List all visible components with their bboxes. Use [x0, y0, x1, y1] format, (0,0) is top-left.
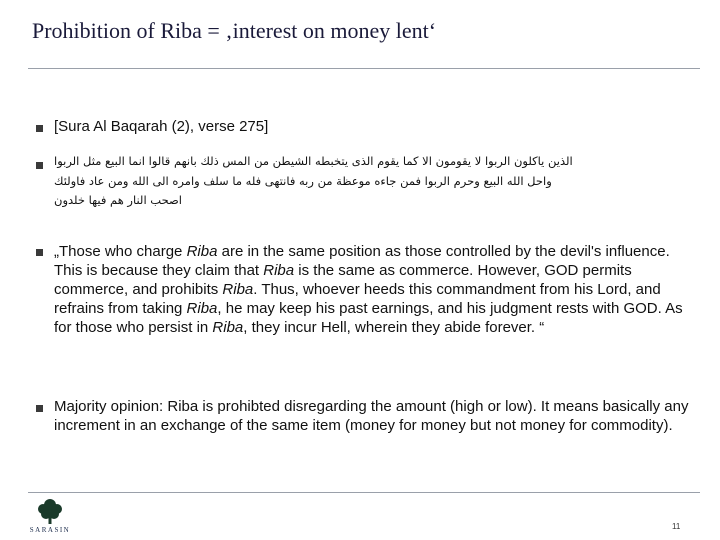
riba-term: Riba [263, 262, 295, 279]
bullet-marker [36, 125, 43, 132]
footer-divider [28, 492, 700, 493]
bullet-citation: [Sura Al Baqarah (2), verse 275] [54, 118, 269, 135]
riba-term: Riba [186, 243, 218, 260]
bullet-marker [36, 405, 43, 412]
arabic-line: الذين ياكلون الربوا لا يقومون الا كما يقوم الذى يتخبطه الشيطن من المس ذلك بانهم قالوا انما البيع مثل الربوا [54, 154, 573, 168]
arabic-line: واحل الله البيع وحرم الربوا فمن جاءه موعظة من ربه فانتهى فله ما سلف وامره الى الله ومن عاد فاولئك [54, 173, 552, 188]
riba-term: Riba [212, 319, 244, 336]
bullet-marker [36, 249, 43, 256]
sarasin-logo: SARASIN [29, 526, 71, 534]
arabic-verse [54, 152, 684, 211]
slide-title: Prohibition of Riba = ‚interest on money lent‘ [32, 18, 437, 43]
title-divider [28, 68, 700, 69]
arabic-line: اصحب النار هم فيها خلدون [54, 193, 182, 207]
majority-opinion: Majority opinion: Riba is prohibted disregarding the amount (high or low). It means basically any increment in an exchange of the same item (money for money but not money for commodity). [54, 398, 689, 434]
page-number: 11 [672, 522, 681, 531]
bullet-marker [36, 162, 43, 169]
riba-term: Riba [186, 300, 218, 317]
verse-translation: „Those who charge Riba are in the same position as those controlled by the devil's influence. This is because they claim that Riba is the same as commerce. However, GOD permits commerce, and prohibits Riba. Thus, whoever heeds this commandment from his Lord, and refrains from taking Riba, he may keep his past earnings, and his judgment rests with GOD. As for those who persist in Riba, they incur Hell, wherein they abide forever. “ [54, 243, 683, 336]
riba-term: Riba [222, 281, 254, 298]
